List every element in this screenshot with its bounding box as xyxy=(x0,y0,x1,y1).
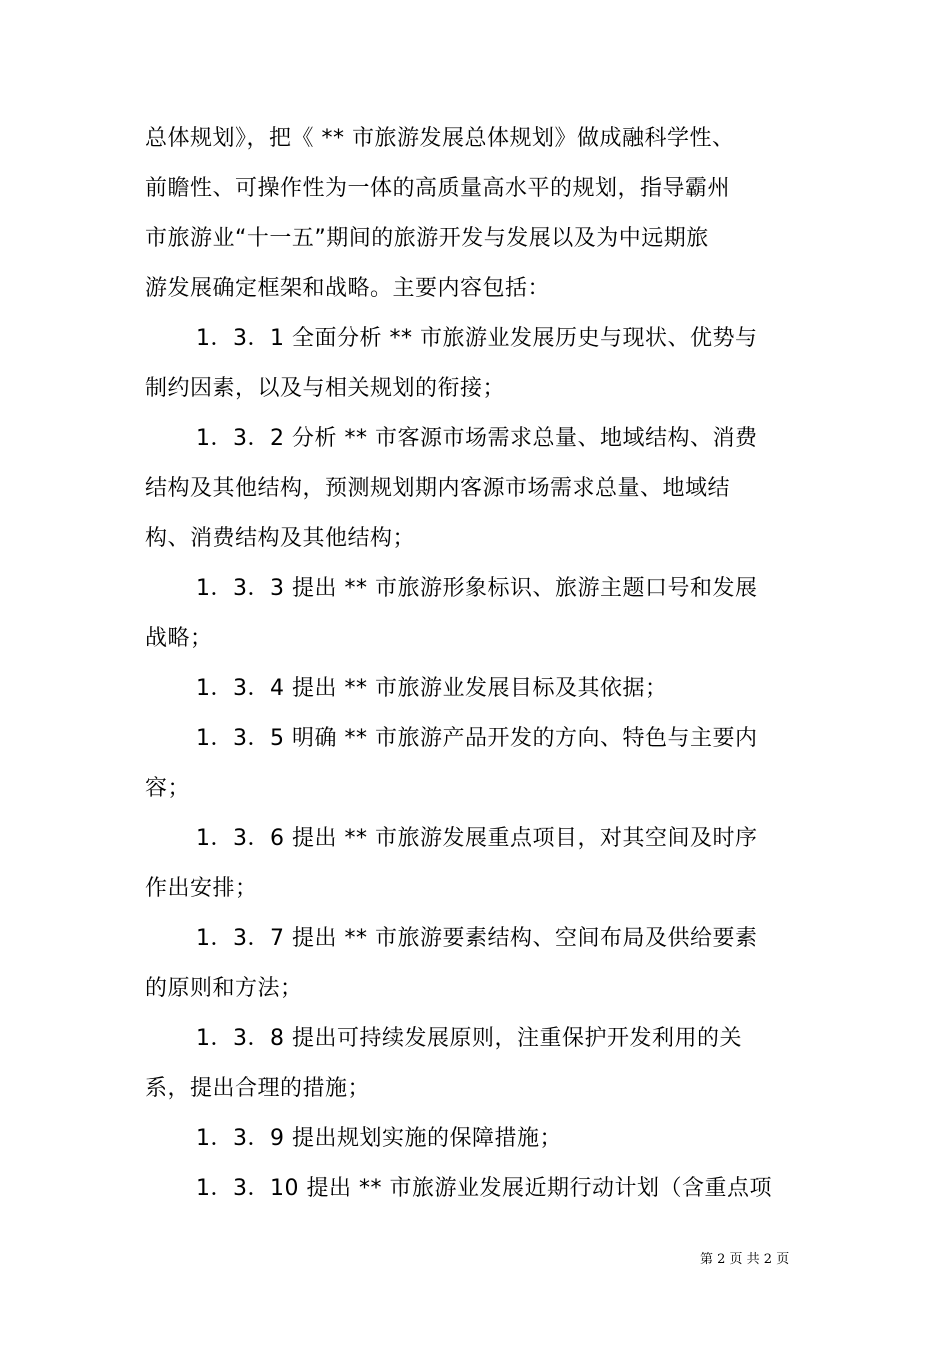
text-line: 1．3．10 提出 ** 市旅游业发展近期行动计划（含重点项 xyxy=(196,1176,772,1201)
page-number: 第 2 页 共 2 页 xyxy=(700,1252,790,1267)
text-line: 的原则和方法； xyxy=(145,976,303,1001)
text-line: 1．3．9 提出规划实施的保障措施； xyxy=(196,1126,562,1151)
text-line: 制约因素，以及与相关规划的衔接； xyxy=(145,376,506,401)
text-line: 结构及其他结构，预测规划期内客源市场需求总量、地域结 xyxy=(145,476,731,501)
text-line: 系，提出合理的措施； xyxy=(145,1076,371,1101)
text-line: 1．3．1 全面分析 ** 市旅游业发展历史与现状、优势与 xyxy=(196,326,758,351)
text-line: 前瞻性、可操作性为一体的高质量高水平的规划，指导霸州 xyxy=(145,176,731,201)
text-line: 游发展确定框架和战略。主要内容包括： xyxy=(145,276,551,301)
text-line: 1．3．3 提出 ** 市旅游形象标识、旅游主题口号和发展 xyxy=(196,576,758,601)
text-line: 1．3．6 提出 ** 市旅游发展重点项目，对其空间及时序 xyxy=(196,826,758,851)
text-line: 构、消费结构及其他结构； xyxy=(145,526,416,551)
text-line: 1．3．7 提出 ** 市旅游要素结构、空间布局及供给要素 xyxy=(196,926,758,951)
text-line: 1．3．5 明确 ** 市旅游产品开发的方向、特色与主要内 xyxy=(196,726,758,751)
text-line: 1．3．8 提出可持续发展原则，注重保护开发利用的关 xyxy=(196,1026,742,1051)
text-line: 1．3．4 提出 ** 市旅游业发展目标及其依据； xyxy=(196,676,668,701)
text-line: 1．3．2 分析 ** 市客源市场需求总量、地域结构、消费 xyxy=(196,426,758,451)
text-line: 战略； xyxy=(145,626,213,651)
text-line: 容； xyxy=(145,776,191,801)
text-line: 市旅游业“十一五”期间的旅游开发与发展以及为中远期旅 xyxy=(145,226,709,251)
text-line: 总体规划》，把《 ** 市旅游发展总体规划》做成融科学性、 xyxy=(145,126,735,151)
text-line: 作出安排； xyxy=(145,876,258,901)
